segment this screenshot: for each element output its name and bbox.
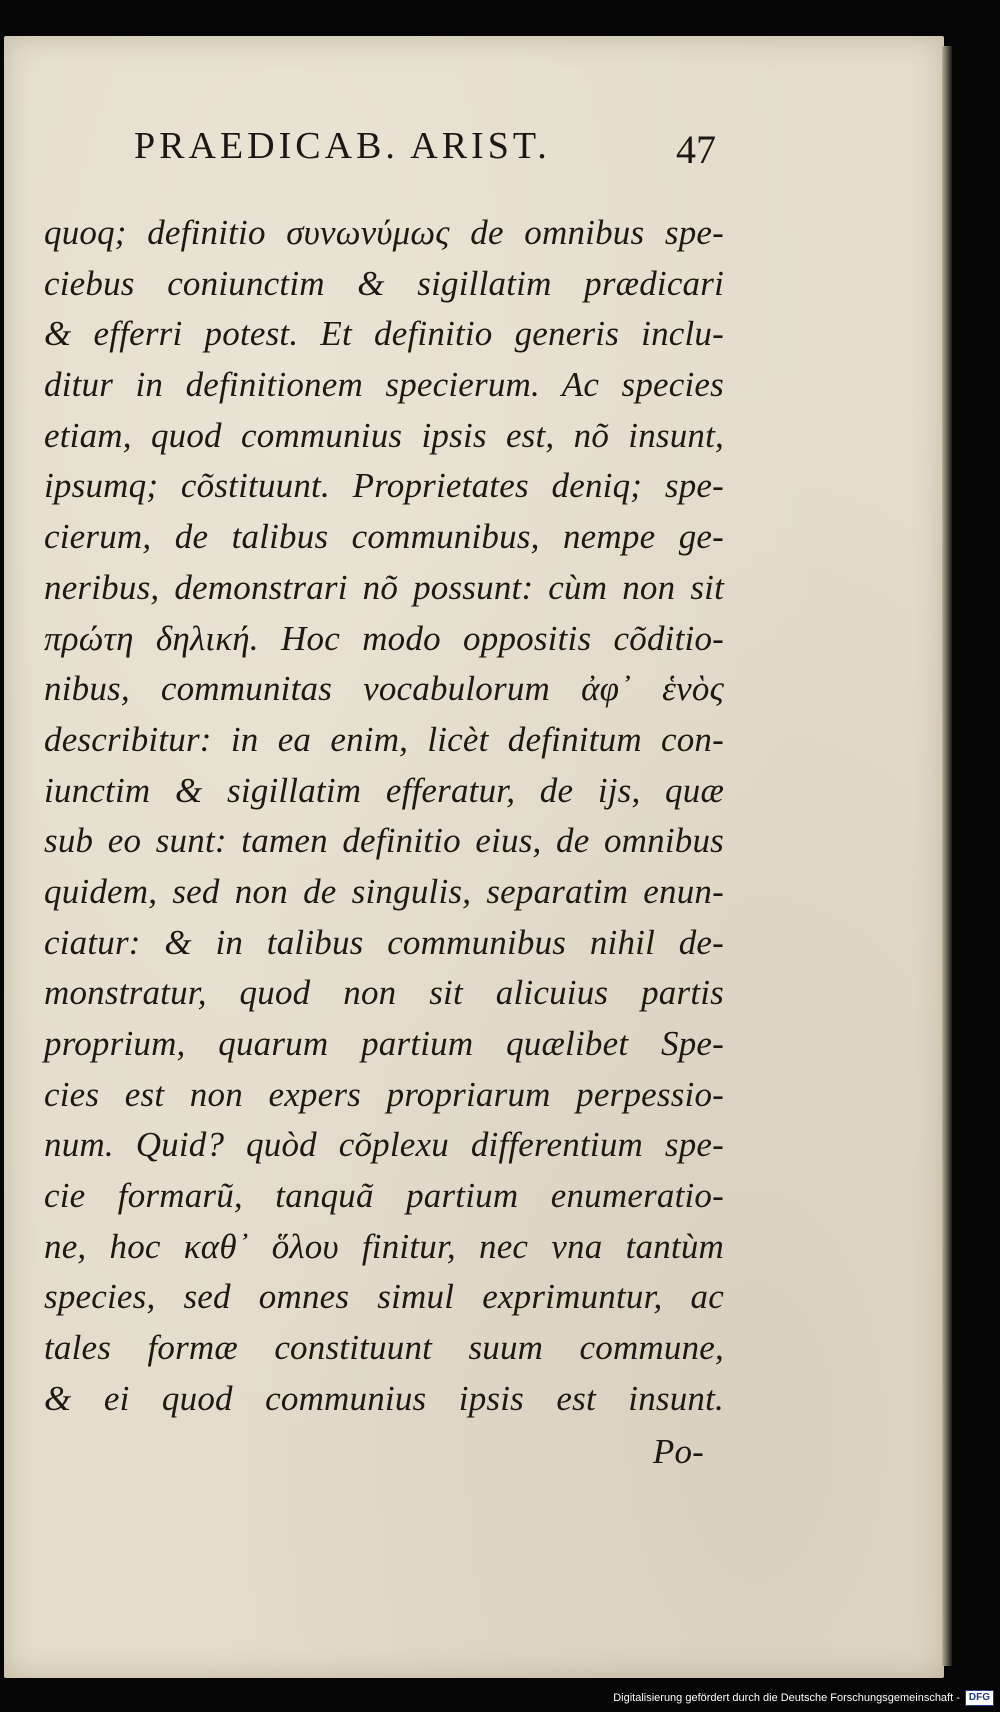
book-page — [4, 36, 944, 1678]
text-line: iunctim & sigillatim efferatur, de ijs, quæ — [44, 770, 724, 810]
page-edge — [942, 46, 952, 1666]
text-line: neribus, demonstrari nõ possunt: cùm non sit — [44, 567, 724, 607]
text-line: sub eo sunt: tamen definitio eius, de omnibus — [44, 821, 724, 861]
body-text — [44, 208, 724, 1477]
text-line: species, sed omnes simul exprimuntur, ac — [44, 1277, 724, 1317]
text-line: proprium, quarum partium quælibet Spe- — [44, 1024, 724, 1063]
running-head: PRAEDICAB. ARIST. — [134, 125, 551, 167]
text-line: nibus, communitas vocabulorum ἀφ᾽ ἑνὸς — [44, 669, 724, 709]
text-line: etiam, quod communius ipsis est, nõ insunt, — [44, 415, 724, 455]
text-line: quidem, sed non de singulis, separatim enun- — [44, 871, 724, 911]
text-line: ditur in definitionem specierum. Ac species — [44, 365, 724, 405]
digitization-credit — [613, 1688, 994, 1708]
credit-text: Digitalisierung gefördert durch die Deutsche Forschungsgemeinschaft - — [613, 1692, 960, 1704]
text-line: ciebus coniunctim & sigillatim prædicari — [44, 263, 724, 303]
text-line: ne, hoc καθ᾽ ὅλου finitur, nec vna tantùm — [44, 1226, 724, 1266]
text-line: & ei quod communius ipsis est insunt. — [44, 1378, 724, 1418]
text-line: monstratur, quod non sit alicuius partis — [44, 973, 724, 1013]
text-line: describitur: in ea enim, licèt definitum con- — [44, 719, 724, 759]
text-line: tales formæ constituunt suum commune, — [44, 1328, 724, 1368]
text-line: πρώτη δηλική. Hoc modo oppositis cõditio- — [44, 618, 724, 658]
dfg-logo: DFG — [965, 1690, 994, 1706]
text-line: num. Quid? quòd cõplexu differentium spe- — [44, 1125, 724, 1165]
text-line: ciatur: & in talibus communibus nihil de- — [44, 922, 724, 962]
page-number: 47 — [676, 127, 716, 172]
text-line: ipsumq; cõstituunt. Proprietates deniq; spe- — [44, 466, 724, 506]
text-line: cie formarũ, tanquã partium enumeratio- — [44, 1176, 724, 1216]
text-line: & efferri potest. Et definitio generis inclu- — [44, 314, 724, 354]
catchword: Po- — [652, 1431, 704, 1471]
text-line: cierum, de talibus communibus, nempe ge- — [44, 517, 724, 557]
text-line: quoq; definitio συνωνύμως de omnibus spe- — [44, 213, 724, 252]
text-line: cies est non expers propriarum perpessio- — [44, 1074, 724, 1114]
